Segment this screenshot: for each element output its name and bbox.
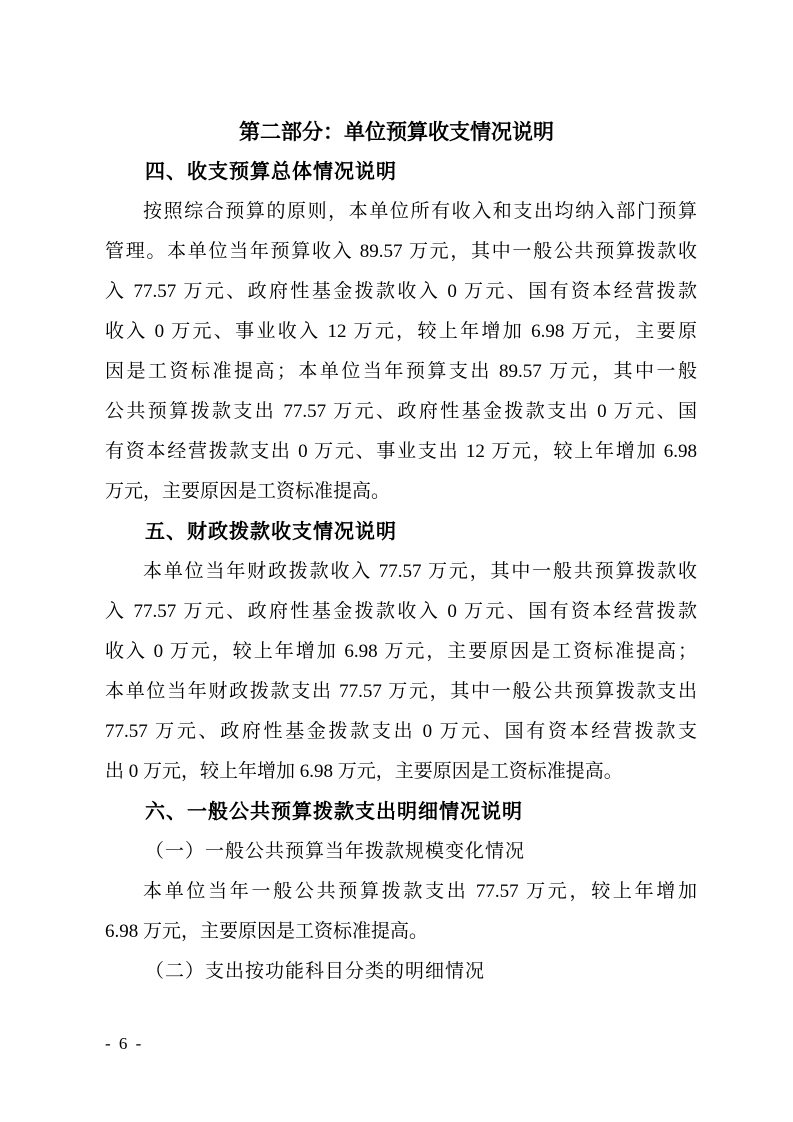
section-4-line-7: 有资本经营拨款支出 0 万元、事业支出 12 万元，较上年增加 6.98 [105, 441, 697, 462]
section-5-line-4: 本单位当年财政拨款支出 77.57 万元，其中一般公共预算拨款支出 [105, 681, 697, 702]
section-6-sub-2-heading: （二）支出按功能科目分类的明细情况 [145, 961, 486, 982]
section-4-line-6: 公共预算拨款支出 77.57 万元、政府性基金拨款支出 0 万元、国 [105, 401, 697, 422]
page-number: - 6 - [105, 1034, 144, 1053]
section-6-heading: 六、一般公共预算拨款支出明细情况说明 [145, 801, 523, 823]
section-5-heading: 五、财政拨款收支情况说明 [145, 521, 397, 543]
section-4-line-3: 入 77.57 万元、政府性基金拨款收入 0 万元、国有资本经营拨款 [105, 281, 697, 302]
section-4-line-1: 按照综合预算的原则，本单位所有收入和支出均纳入部门预算 [143, 201, 697, 222]
section-4-heading: 四、收支预算总体情况说明 [145, 161, 397, 183]
section-4-line-2: 管理。本单位当年预算收入 89.57 万元，其中一般公共预算拨款收 [105, 241, 697, 262]
section-5-line-2: 入 77.57 万元、政府性基金拨款收入 0 万元、国有资本经营拨款 [105, 601, 697, 622]
page-title: 第二部分：单位预算收支情况说明 [239, 120, 554, 144]
section-6-sub-1-line-2: 6.98 万元，主要原因是工资标准提高。 [105, 921, 429, 942]
section-4-line-4: 收入 0 万元、事业收入 12 万元，较上年增加 6.98 万元，主要原 [105, 321, 697, 342]
section-5-line-6: 出 0 万元，较上年增加 6.98 万元，主要原因是工资标准提高。 [105, 761, 623, 782]
section-6-sub-1-heading: （一）一般公共预算当年拨款规模变化情况 [145, 841, 526, 862]
section-5-line-5: 77.57 万元、政府性基金拨款支出 0 万元、国有资本经营拨款支 [105, 721, 697, 742]
section-4-line-8: 万元，主要原因是工资标准提高。 [105, 481, 391, 502]
section-6-sub-1-line-1: 本单位当年一般公共预算拨款支出 77.57 万元，较上年增加 [143, 881, 697, 902]
section-4-line-5: 因是工资标准提高；本单位当年预算支出 89.57 万元，其中一般 [105, 361, 697, 382]
section-5-line-3: 收入 0 万元，较上年增加 6.98 万元，主要原因是工资标准提高； [105, 641, 697, 662]
section-5-line-1: 本单位当年财政拨款收入 77.57 万元，其中一般共预算拨款收 [143, 561, 697, 582]
